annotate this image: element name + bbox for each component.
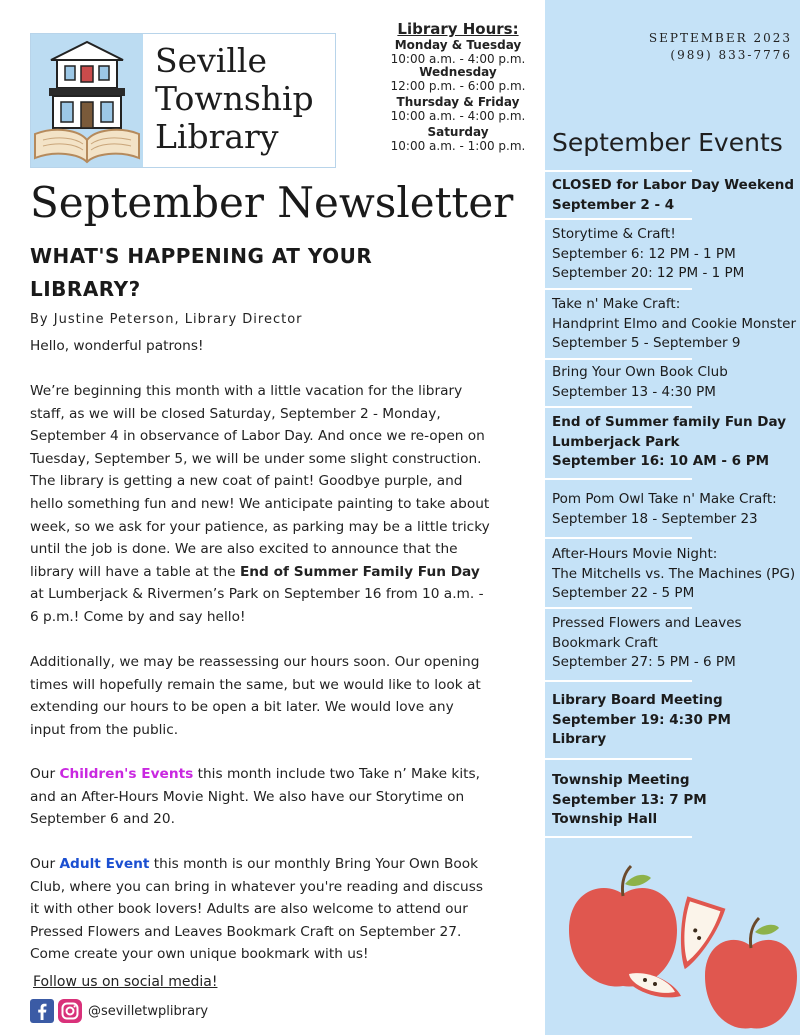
event-labor-day: CLOSED for Labor Day Weekend September 2 - 4 xyxy=(552,177,795,213)
hours-day: Thursday & Friday xyxy=(396,95,520,109)
newsletter-title: September Newsletter xyxy=(30,178,514,227)
social-handle[interactable]: @sevilletwplibrary xyxy=(88,1003,209,1019)
social-links xyxy=(30,999,208,1023)
phone-number: (989) 833-7776 xyxy=(670,48,792,62)
library-hours xyxy=(388,20,528,153)
hours-time: 12:00 p.m. - 6:00 p.m. xyxy=(390,78,526,93)
event-board-meeting: Library Board Meeting September 19: 4:30 PM Library xyxy=(552,692,731,747)
event-movie-night: After-Hours Movie Night: The Mitchells vs. The Machines (PG) September 22 - 5 PM xyxy=(552,546,796,601)
greeting: Hello, wonderful patrons! xyxy=(30,338,204,354)
event-divider xyxy=(545,537,692,539)
hours-title: Library Hours: xyxy=(397,20,519,38)
hours-day: Monday & Tuesday xyxy=(394,38,522,52)
paragraph-children-events: Our Children's Events this month include two Take n’ Make kits, and an After-Hours Movie Night. We also have our Storytime on September 6 and 20. xyxy=(30,766,481,828)
facebook-icon[interactable] xyxy=(30,999,54,1023)
adult-event-highlight: Adult Event xyxy=(59,856,150,872)
event-divider xyxy=(545,680,692,682)
event-owl-craft: Pom Pom Owl Take n' Make Craft: September 18 - September 23 xyxy=(552,491,777,527)
event-divider xyxy=(545,170,692,172)
event-book-club: Bring Your Own Book Club September 13 - 4:30 PM xyxy=(552,364,728,400)
event-divider xyxy=(545,358,692,360)
event-divider xyxy=(545,406,692,408)
paragraph-labor-day: We’re beginning this month with a little vacation for the library staff, as we will be closed Saturday, September 2 - Monday, September 4 in observance of Labor Day. And once we re-open on Tuesday, September 5, we will be under some slight construction. The library is getting a new coat of paint! Goodbye purple, and hello something fun and new! We anticipate painting to take about week, so we ask for your patience, as parking may be a little tricky until the job is done. We are also excited to announce that the library will have a table at the End of Summer Family Fun Day at Lumberjack & Rivermen’s Park on September 16 from 10 a.m. - 6 p.m.! Come by and say hello! xyxy=(30,383,490,625)
newsletter-subtitle: WHAT'S HAPPENING AT YOUR LIBRARY? xyxy=(30,244,373,301)
event-bookmark-craft: Pressed Flowers and Leaves Bookmark Craft September 27: 5 PM - 6 PM xyxy=(552,615,742,670)
library-name: Seville Township Library xyxy=(155,41,314,156)
byline: By Justine Peterson, Library Director xyxy=(30,312,303,327)
hours-time: 10:00 a.m. - 1:00 p.m. xyxy=(390,138,526,153)
paragraph-adult-event: Our Adult Event this month is our monthly Bring Your Own Book Club, where you can bring in whatever you're reading and discuss it with other book lovers! Adults are also welcome to attend our Pressed Flowers and Leaves Bookmark Craft on September 27. Come create your own unique bookmark with us! xyxy=(30,856,483,963)
library-logo xyxy=(30,33,336,168)
event-divider xyxy=(545,478,692,480)
paragraph-hours: Additionally, we may be reassessing our hours soon. Our opening times will hopefully remain the same, but we would like to look at extending our hours to be open a bit later. We would love any input from the public. xyxy=(30,654,481,738)
hours-day: Wednesday xyxy=(419,65,497,79)
event-divider xyxy=(545,758,692,760)
children-events-highlight: Children's Events xyxy=(59,766,194,782)
instagram-icon[interactable] xyxy=(58,999,82,1023)
hours-day: Saturday xyxy=(427,125,489,139)
issue-date: SEPTEMBER 2023 xyxy=(648,31,792,45)
event-elmo-craft: Take n' Make Craft: Handprint Elmo and Cookie Monster September 5 - September 9 xyxy=(552,296,796,351)
masthead xyxy=(649,30,792,64)
event-township-meeting: Township Meeting September 13: 7 PM Township Hall xyxy=(552,772,707,827)
event-storytime: Storytime & Craft! September 6: 12 PM - 1 PM September 20: 12 PM - 1 PM xyxy=(552,226,745,281)
event-divider xyxy=(545,607,692,609)
apple-decoration-icon xyxy=(565,862,800,1032)
event-fun-day: End of Summer family Fun Day Lumberjack Park September 16: 10 AM - 6 PM xyxy=(552,414,787,469)
event-divider xyxy=(545,836,692,838)
events-sidebar xyxy=(545,0,800,1035)
events-title: September Events xyxy=(552,128,783,157)
hours-time: 10:00 a.m. - 4:00 p.m. xyxy=(390,108,526,123)
hours-time: 10:00 a.m. - 4:00 p.m. xyxy=(390,51,526,66)
event-divider xyxy=(545,218,692,220)
event-divider xyxy=(545,288,692,290)
house-book-logo-icon xyxy=(31,34,143,167)
follow-social-link[interactable]: Follow us on social media! xyxy=(33,974,218,990)
